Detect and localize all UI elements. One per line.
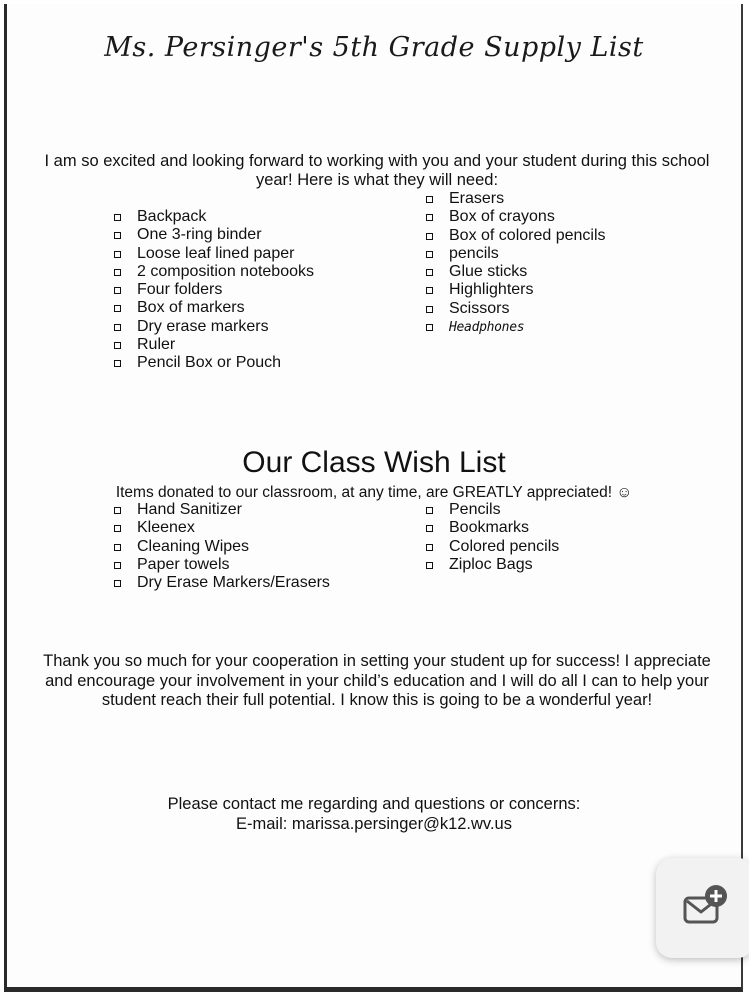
intro-paragraph: I am so excited and looking forward to working with you and your student during this school year! Here is what they will need: <box>44 152 710 189</box>
supply-list-left <box>113 208 314 373</box>
checkbox-icon <box>114 562 121 569</box>
list-item: Glue sticks <box>425 263 606 281</box>
list-item: Pencils <box>425 501 559 519</box>
handwritten-note: Headphones <box>449 320 525 336</box>
checkbox-icon <box>426 324 433 331</box>
list-item: Dry erase markers <box>113 318 314 336</box>
checkbox-icon <box>426 269 433 276</box>
list-item: Box of crayons <box>425 208 606 226</box>
checkbox-icon <box>426 233 433 240</box>
list-item: One 3-ring binder <box>113 226 314 244</box>
list-item: pencils <box>425 245 606 263</box>
checkbox-icon <box>114 525 121 532</box>
list-item: Cleaning Wipes <box>113 538 330 556</box>
mail-add-icon <box>681 884 729 932</box>
list-item: Highlighters <box>425 281 606 299</box>
checkbox-icon <box>426 214 433 221</box>
list-item: Ziploc Bags <box>425 556 559 574</box>
wish-list-subtitle: Items donated to our classroom, at any time, are GREATLY appreciated! ☺ <box>115 484 633 501</box>
checkbox-icon <box>426 562 433 569</box>
list-item: Ruler <box>113 336 314 354</box>
supply-list-right <box>425 190 606 336</box>
page-title: Ms. Persinger's 5th Grade Supply List <box>104 32 644 63</box>
checkbox-icon <box>114 287 121 294</box>
checkbox-icon <box>426 507 433 514</box>
list-item: Paper towels <box>113 556 330 574</box>
wish-list-right <box>425 501 559 574</box>
list-item: Scissors <box>425 300 606 318</box>
contact-line: Please contact me regarding and questions or concerns: <box>167 795 581 813</box>
wish-list-left <box>113 501 330 592</box>
checkbox-icon <box>114 580 121 587</box>
list-item: Four folders <box>113 281 314 299</box>
checkbox-icon <box>114 324 121 331</box>
document-page <box>4 4 743 992</box>
list-item: Loose leaf lined paper <box>113 245 314 263</box>
checkbox-icon <box>114 360 121 367</box>
mail-add-button[interactable] <box>656 858 749 958</box>
list-item: Colored pencils <box>425 538 559 556</box>
list-item: Pencil Box or Pouch <box>113 354 314 372</box>
list-item: Bookmarks <box>425 519 559 537</box>
list-item: Kleenex <box>113 519 330 537</box>
checkbox-icon <box>426 525 433 532</box>
email-line: E-mail: marissa.persinger@k12.wv.us <box>236 815 512 833</box>
checkbox-icon <box>114 507 121 514</box>
checkbox-icon <box>426 196 433 203</box>
list-item: Erasers <box>425 190 606 208</box>
wish-list-heading: Our Class Wish List <box>242 446 506 479</box>
checkbox-icon <box>114 251 121 258</box>
contact-block <box>7 794 741 834</box>
checkbox-icon <box>426 287 433 294</box>
checkbox-icon <box>114 305 121 312</box>
checkbox-icon <box>114 269 121 276</box>
checkbox-icon <box>426 251 433 258</box>
list-item: Box of markers <box>113 299 314 317</box>
checkbox-icon <box>114 214 121 221</box>
checkbox-icon <box>426 306 433 313</box>
checkbox-icon <box>114 342 121 349</box>
list-item: Dry Erase Markers/Erasers <box>113 574 330 592</box>
list-item-handwritten <box>425 318 606 336</box>
list-item: 2 composition notebooks <box>113 263 314 281</box>
list-item: Hand Sanitizer <box>113 501 330 519</box>
list-item: Box of colored pencils <box>425 227 606 245</box>
list-item: Backpack <box>113 208 314 226</box>
checkbox-icon <box>114 544 121 551</box>
checkbox-icon <box>114 232 121 239</box>
checkbox-icon <box>426 544 433 551</box>
thank-you-paragraph: Thank you so much for your cooperation in setting your student up for success! I appreciate and encourage your involvement in your child’s education and I will do all I can to help your student reach their full potential. I know this is going to be a wonderful year! <box>43 652 711 709</box>
